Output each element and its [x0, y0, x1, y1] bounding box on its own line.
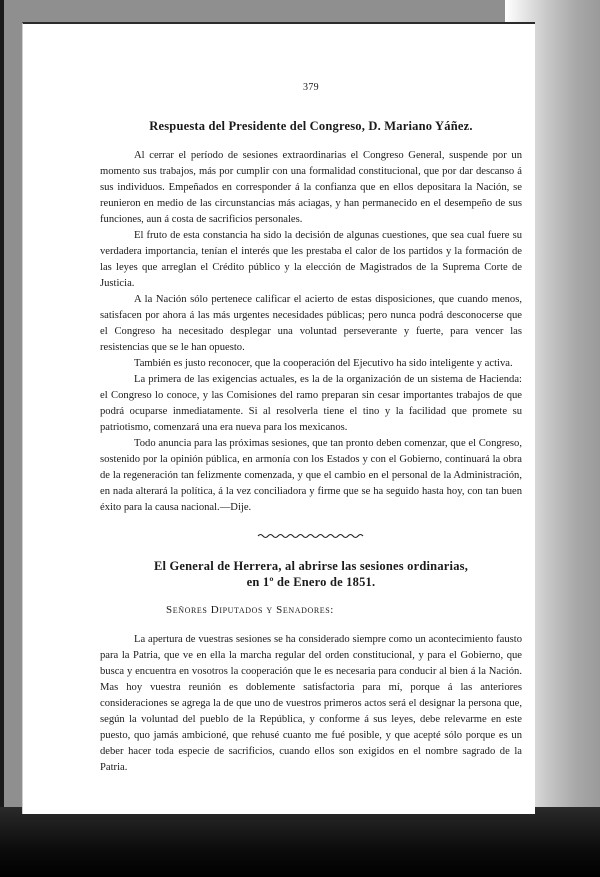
paragraph: El fruto de esta constancia ha sido la decisión de algunas cuestiones, que sea cual fuere su verdadera importancia, tenían el interés que les prestaba el calor de los partidos y la formación de las leyes que arreglan el Crédito público y la elección de Magistrados de la Suprema Corte de Justicia.	[100, 230, 522, 289]
wavy-separator	[256, 532, 366, 540]
page-number: 379	[303, 82, 319, 93]
paragraph: La primera de las exigencias actuales, es la de la organización de un sistema de Hacienda: el Congreso lo conoce, y las Comisiones del ramo preparan sin cesar importantes trabajos de que podrá ocuparse inmediatamente. Si al resolverla tiene el tino y la facilidad que promete su patriotismo, comenzará una era nueva para los mexicanos.	[100, 374, 522, 433]
scan-left-edge	[0, 0, 4, 877]
section-title-opening	[100, 558, 522, 590]
section-title-line1: El General de Herrera, al abrirse las sesiones ordinarias,	[153, 559, 469, 573]
paragraph: Todo anuncia para las próximas sesiones, que tan pronto deben comenzar, que el Congreso, sostenido por la opinión pública, en armonía con los Estados y con el Gobierno, continuará la obra de la regeneración tan felizmente comenzada, y que el cambio en el personal de la Administración, en nada alterará la política, á la vez conciliadora y firme que se ha seguido hasta hoy, con tan buen éxito para la causa nacional.—Dije.	[100, 438, 522, 513]
scan-bottom-shadow	[0, 807, 600, 877]
section-title-response: Respuesta del Presidente del Congreso, D. Mariano Yáñez.	[149, 119, 473, 133]
salutation: Señores Diputados y Senadores:	[166, 604, 334, 616]
page-content	[100, 82, 522, 776]
paragraph: A la Nación sólo pertenece calificar el acierto de estas disposiciones, que cuando menos, satisfacen por ahora á las más urgentes necesidades públicas; pero nunca podrá desconocerse que el Congreso ha necesitado desplegar una voluntad perseverante y fuerte, para vencer las resistencias que se le han opuesto.	[100, 294, 522, 353]
paragraph: La apertura de vuestras sesiones se ha considerado siempre como un acontecimiento fausto para la Patria, que ve en ella la marcha regular del orden constitucional, y para el Gobierno, que busca y encuentra en vosotros la cooperación que le es necesaria para conducir al bien á la Nación. Mas hoy vuestra reunión es doblemente satisfactoria para mí, porque á las anteriores consideraciones se agrega la de que uno de vuestros primeros actos será el designar la persona que, según la voluntad del pueblo de la República, y conforme á sus leyes, debe relevarme en este puesto, quo jamás ambicioné, que rehusé cuanto me fué posible, y que acepté sólo porque es un deber hacer toda especie de sacrificios, cuando ellos son exigidos en el nombre sagrado de la Patria.	[100, 634, 522, 773]
paragraph: Al cerrar el período de sesiones extraordinarias el Congreso General, suspende por un momento sus trabajos, más por cumplir con una formalidad constitucional, que por dar descanso á sus individuos. Empeñados en corresponder á la confianza que en ellos depositara la Nación, se reunieron en medio de las circunstancias más aciagas, y han permanecido en el desempeño de sus funciones, aun á costa de sacrificios personales.	[100, 150, 522, 225]
section-title-line2: en 1º de Enero de 1851.	[246, 575, 376, 589]
paragraph: También es justo reconocer, que la cooperación del Ejecutivo ha sido inteligente y activa.	[134, 358, 513, 369]
document-page	[22, 22, 535, 814]
